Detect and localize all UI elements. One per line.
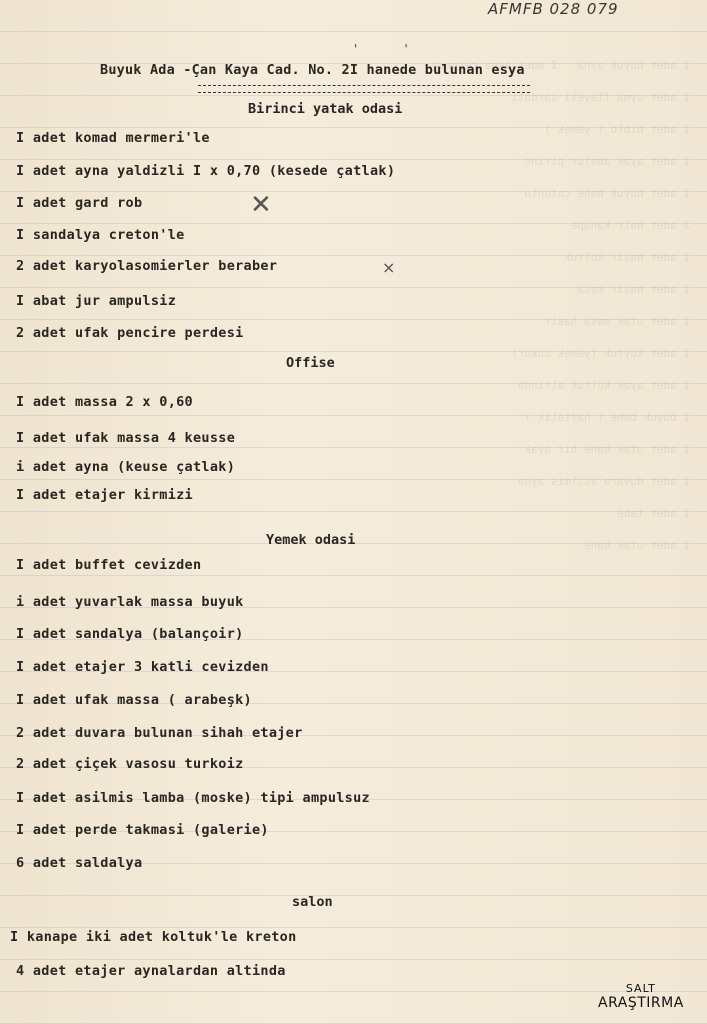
list-item: I adet ufak massa 4 keusse bbox=[16, 430, 236, 446]
list-item: I adet massa 2 x 0,60 bbox=[16, 394, 193, 410]
section-heading: salon bbox=[292, 894, 333, 910]
page-title: Buyuk Ada -Çan Kaya Cad. No. 2I hanede bulunan esya bbox=[100, 62, 525, 78]
list-item: I adet sandalya (balançoir) bbox=[16, 626, 244, 642]
list-item: I abat jur ampulsiz bbox=[16, 293, 177, 309]
list-item: 6 adet saldalya bbox=[16, 855, 143, 871]
list-item: I sandalya creton'le bbox=[16, 227, 185, 243]
list-item: I adet etajer kirmizi bbox=[16, 487, 193, 503]
list-item: I adet ufak massa ( arabeşk) bbox=[16, 692, 252, 708]
stamp-line-1: SALT bbox=[625, 982, 656, 995]
section-heading: Birinci yatak odasi bbox=[248, 101, 403, 117]
section-heading: Yemek odasi bbox=[266, 532, 356, 548]
list-item: 2 adet ufak pencire perdesi bbox=[16, 325, 244, 341]
title-underline bbox=[198, 85, 530, 93]
typed-tick-marks: ' ' bbox=[352, 42, 428, 56]
list-item: I adet perde takmasi (galerie) bbox=[16, 822, 269, 838]
list-item: I kanape iki adet koltuk'le kreton bbox=[10, 929, 297, 945]
handwritten-x-mark: ✕ bbox=[250, 190, 272, 220]
section-heading: Offise bbox=[286, 355, 335, 371]
archive-reference-number: AFMFB 028 079 bbox=[488, 0, 619, 18]
list-item: I adet komad mermeri'le bbox=[16, 130, 210, 146]
list-item: 2 adet duvara bulunan sihah etajer bbox=[16, 725, 303, 741]
list-item: I adet buffet cevizden bbox=[16, 557, 202, 573]
list-item: I adet etajer 3 katli cevizden bbox=[16, 659, 269, 675]
list-item: i adet yuvarlak massa buyuk bbox=[16, 594, 244, 610]
list-item: I adet ayna yaldizli I x 0,70 (kesede çatlak) bbox=[16, 163, 396, 179]
bleed-through-text: I adet buyuk ayna I adet ayna cerceve I adet uyma flaveli sardali I adet biblo ( yemek ) I adet ayak abajur pirinc I adet buyuk bahe cotonlu 2 adet halr kanape I adet hasir koltuk I adet hasir masa I adet ufak masa hasir I adet kuyfuk (yemek cukur) I adet ayak koltuk altinda I buyuk bahe ( haftalik ) I adet ufak bahe bir ayak I adet duvara asilmis ayna I adet tabe I adet ufak bahe bbox=[431, 59, 690, 552]
handwritten-x-mark: × bbox=[382, 258, 396, 277]
stamp-line-2: ARAŞTIRMA bbox=[598, 995, 684, 1011]
list-item: 4 adet etajer aynalardan altinda bbox=[16, 963, 286, 979]
list-item: I adet gard rob bbox=[16, 195, 143, 211]
list-item: 2 adet karyolasomierler beraber bbox=[16, 258, 278, 274]
salt-arastirma-stamp bbox=[598, 982, 684, 1010]
list-item: I adet asilmis lamba (moske) tipi ampulsuz bbox=[16, 790, 370, 806]
list-item: 2 adet çiçek vasosu turkoiz bbox=[16, 756, 244, 772]
list-item: i adet ayna (keuse çatlak) bbox=[16, 459, 236, 475]
